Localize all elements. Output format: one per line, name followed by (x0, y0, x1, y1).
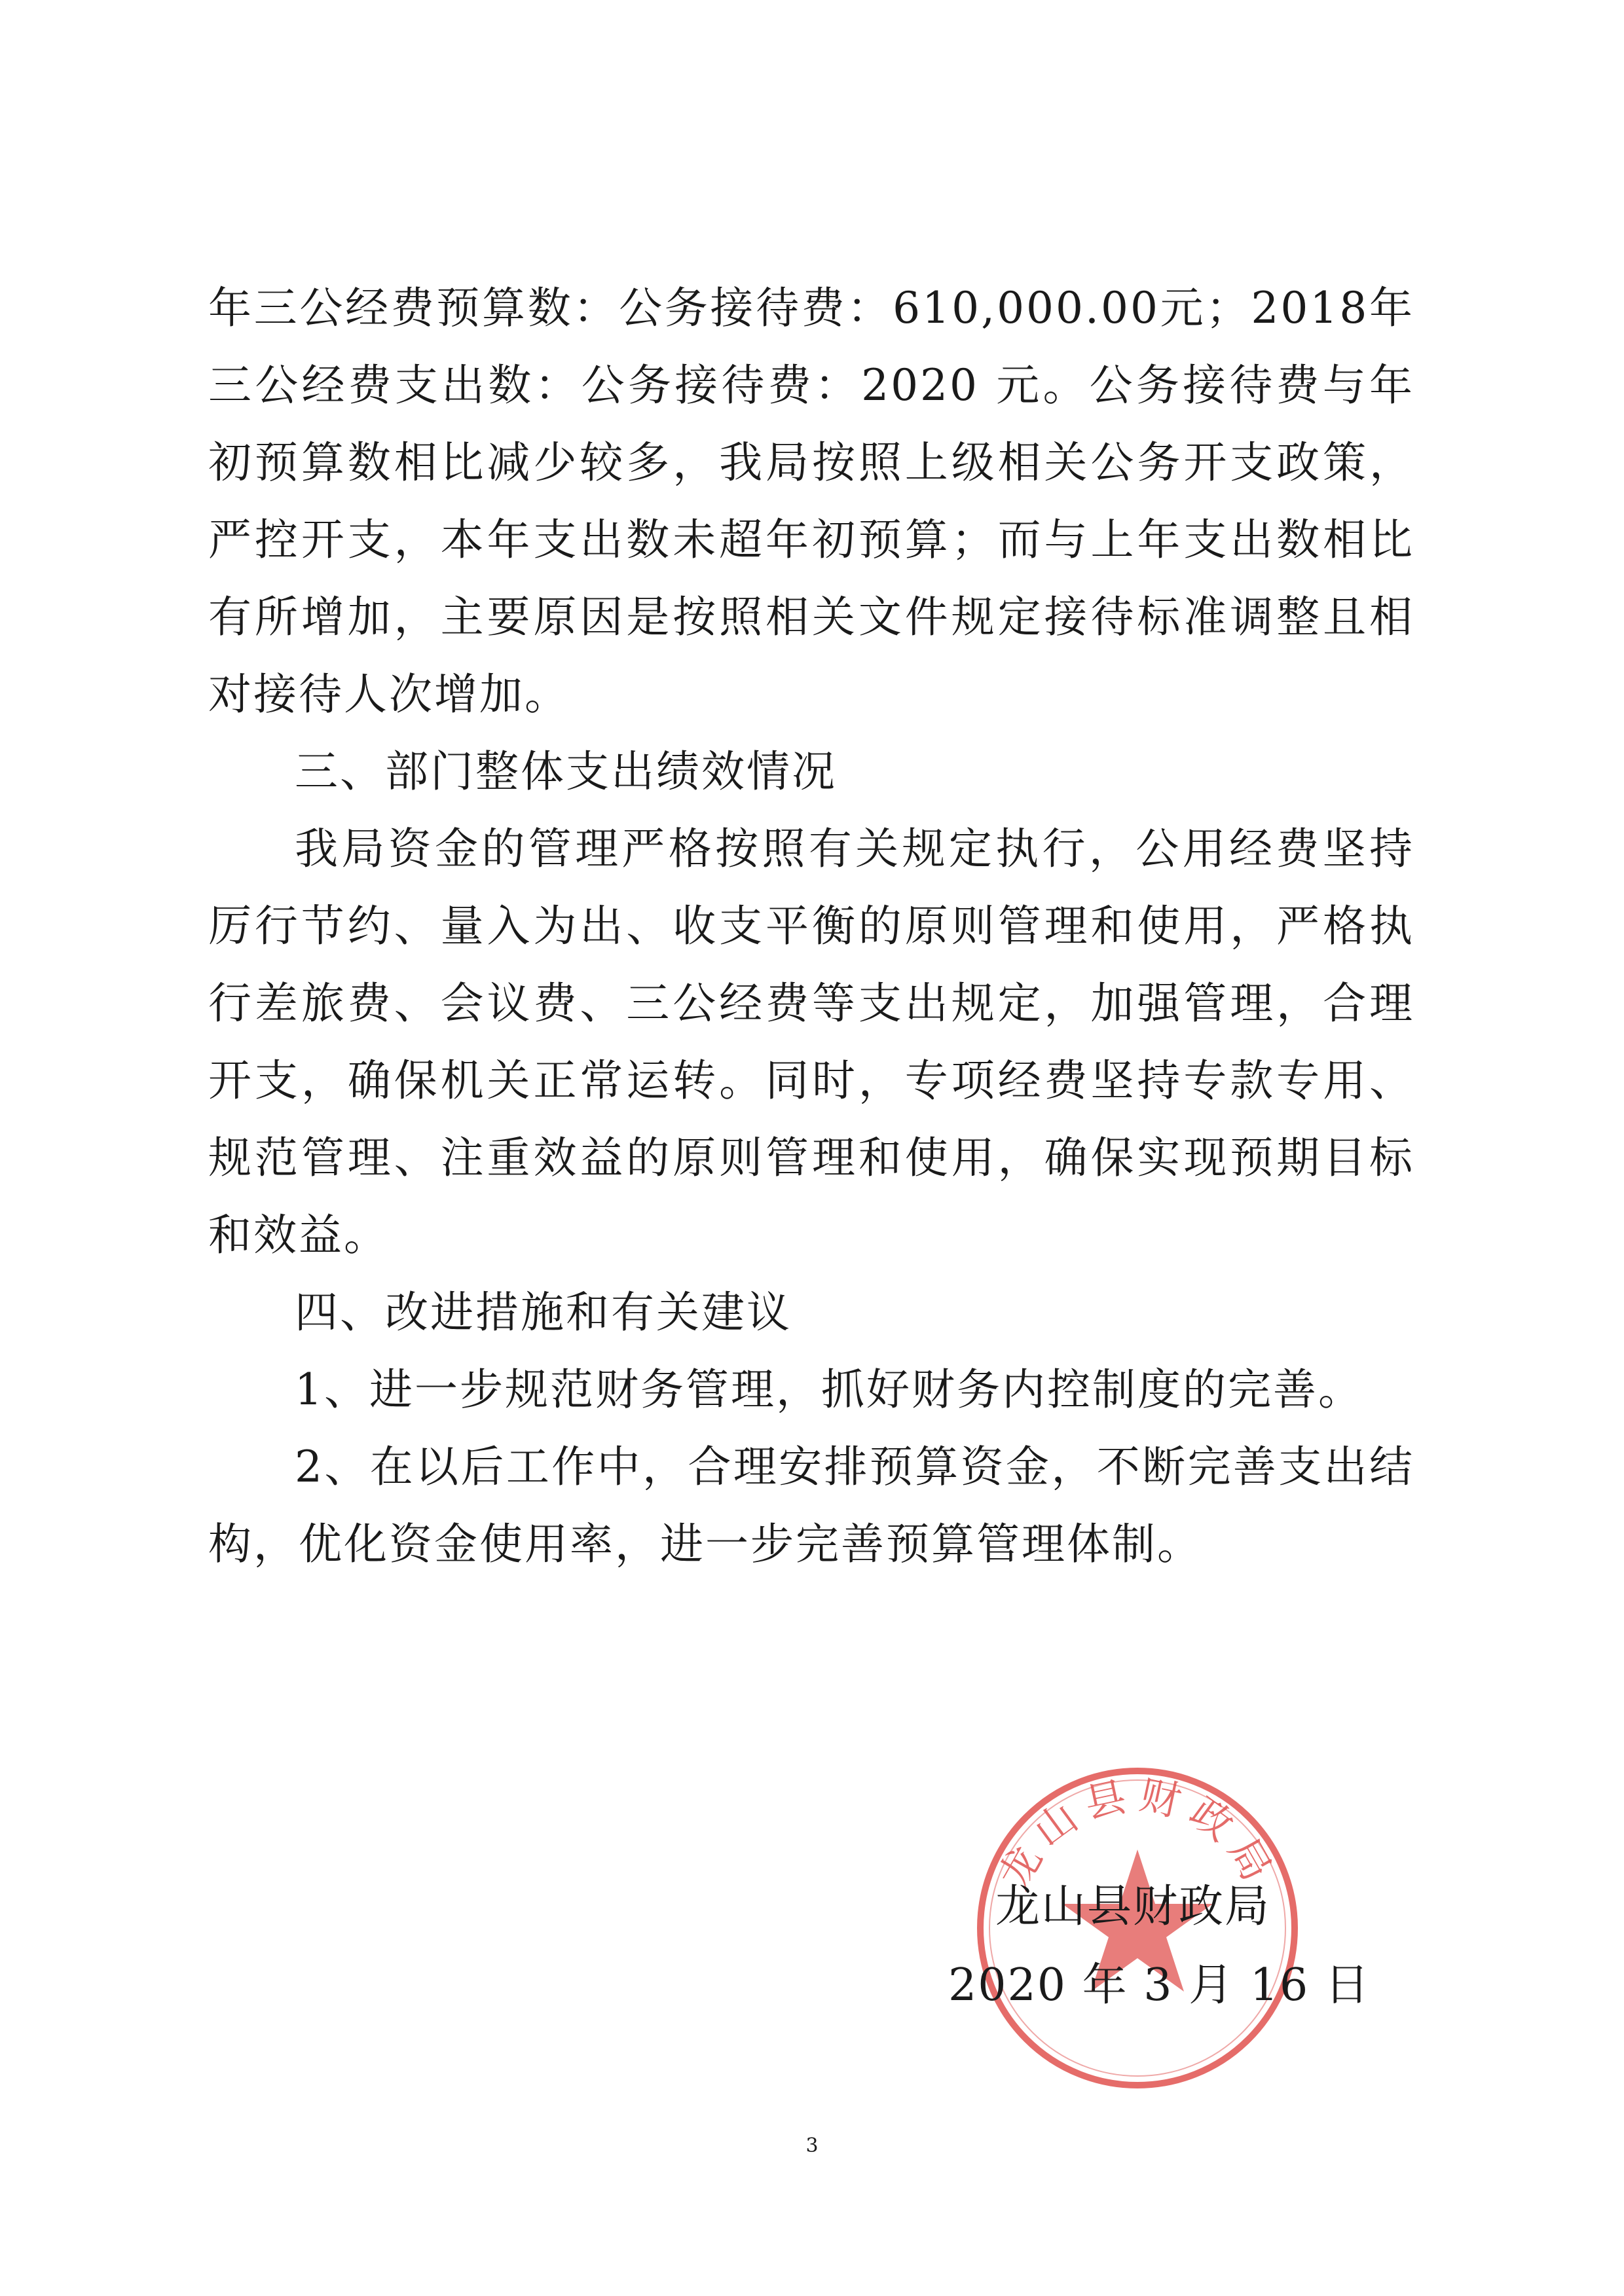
heading-section-four: 四、改进措施和有关建议 (295, 1287, 792, 1338)
signature-organization: 龙山县财政局 (995, 1881, 1271, 1933)
paragraph-performance: 我局资金的管理严格按照有关规定执行，公用经费坚持厉行节约、量入为出、收支平衡的原则管理和使用，严格执行差旅费、会议费、三公经费等支出规定，加强管理，合理开支，确保机关正常运转。同时，专项经费坚持专款专用、规范管理、注重效益的原则管理和使用，确保实现预期目标和效益。 (208, 824, 1414, 1260)
page-number: 3 (805, 2134, 819, 2157)
paragraph-suggestion-1: 1、进一步规范财务管理，抓好财务内控制度的完善。 (295, 1364, 1363, 1415)
paragraph-budget-summary: 年三公经费预算数：公务接待费：610,000.00元；2018年三公经费支出数：公务接待费：2020 元。公务接待费与年初预算数相比减少较多，我局按照上级相关公务开支政策，严控开支，本年支出数未超年初预算；而与上年支出数相比有所增加，主要原因是按照相关文件规定接待标准调整且相对接待人次增加。 (208, 283, 1414, 720)
heading-section-three: 三、部门整体支出绩效情况 (295, 746, 837, 797)
document-body (208, 270, 1414, 1583)
seal-text: 龙山县财政局 (989, 1770, 1285, 1897)
signature-date: 2020 年 3 月 16 日 (948, 1959, 1371, 2011)
paragraph-suggestion-2: 2、在以后工作中，合理安排预算资金，不断完善支出结构，优化资金使用率，进一步完善预算管理体制。 (208, 1442, 1414, 1569)
